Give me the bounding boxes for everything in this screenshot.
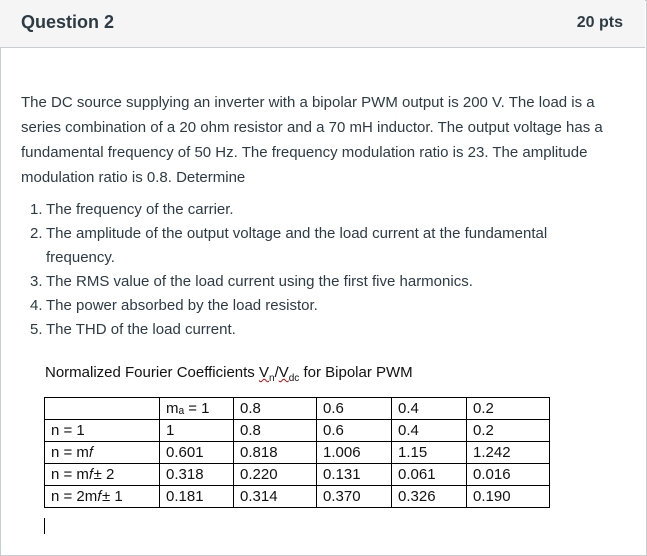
question-points: 20 pts xyxy=(576,14,623,31)
table-cell: 0.220 xyxy=(234,464,317,486)
table-row xyxy=(45,398,550,420)
table-cell: 0.318 xyxy=(160,464,234,486)
table-cell: 0.190 xyxy=(467,486,550,508)
table-cell: n = 1 xyxy=(45,420,160,442)
table-cell: 0.314 xyxy=(234,486,317,508)
question-title: Question 2 xyxy=(21,12,115,32)
table-cell: 0.8 xyxy=(234,420,317,442)
table-cell xyxy=(45,398,160,420)
fourier-coefficients-table xyxy=(44,397,550,508)
list-item: 2. The amplitude of the output voltage and the load current at the fundamental frequency. xyxy=(30,225,548,266)
table-cell: 0.818 xyxy=(234,442,317,464)
table-cell: 0.2 xyxy=(467,398,550,420)
table-cell: 0.326 xyxy=(392,486,467,508)
table-caption: Normalized Fourier Coefficients $V_n/V_{dc}$ for Bipolar PWM xyxy=(45,364,413,384)
table-cell: 0.6 xyxy=(317,398,392,420)
table-cell: 0.370 xyxy=(317,486,392,508)
table-row xyxy=(45,442,550,464)
list-item: 5. The THD of the load current. xyxy=(30,321,236,338)
table-cell: mₐ = 1 xyxy=(160,398,234,420)
list-item: 4. The power absorbed by the load resistor. xyxy=(30,297,318,314)
table-cell: n = m𝑓 xyxy=(45,442,160,464)
table-cell: 1.242 xyxy=(467,442,550,464)
question-header xyxy=(0,0,645,48)
table-cell: 0.2 xyxy=(467,420,550,442)
table-cell: 0.131 xyxy=(317,464,392,486)
question-text: The DC source supplying an inverter with a bipolar PWM output is 200 V. The load is a series combination of a 20 ohm resistor and a 70 mH inductor. The output voltage has a fundamental frequency of 50 Hz. The frequency modulation ratio is 23. The amplitude modulation ratio is 0.8. Determine xyxy=(21,94,603,186)
table-row xyxy=(45,420,550,442)
table-cell: 0.4 xyxy=(392,420,467,442)
table-cell: 0.4 xyxy=(392,398,467,420)
table-border-fragment xyxy=(44,518,45,534)
list-item: 3. The RMS value of the load current using the first five harmonics. xyxy=(30,273,473,290)
table-cell: n = m𝑓± 2 xyxy=(45,464,160,486)
task-list xyxy=(30,198,610,342)
table-cell: 0.061 xyxy=(392,464,467,486)
table-cell: 1.15 xyxy=(392,442,467,464)
table-cell: 0.601 xyxy=(160,442,234,464)
table-cell: 0.016 xyxy=(467,464,550,486)
list-item: 1. The frequency of the carrier. xyxy=(30,201,234,218)
table-row xyxy=(45,486,550,508)
table-cell: 0.6 xyxy=(317,420,392,442)
table-cell: 0.181 xyxy=(160,486,234,508)
table-cell: 0.8 xyxy=(234,398,317,420)
table-cell: n = 2m𝑓± 1 xyxy=(45,486,160,508)
table-cell: 1.006 xyxy=(317,442,392,464)
table-row xyxy=(45,464,550,486)
table-cell: 1 xyxy=(160,420,234,442)
